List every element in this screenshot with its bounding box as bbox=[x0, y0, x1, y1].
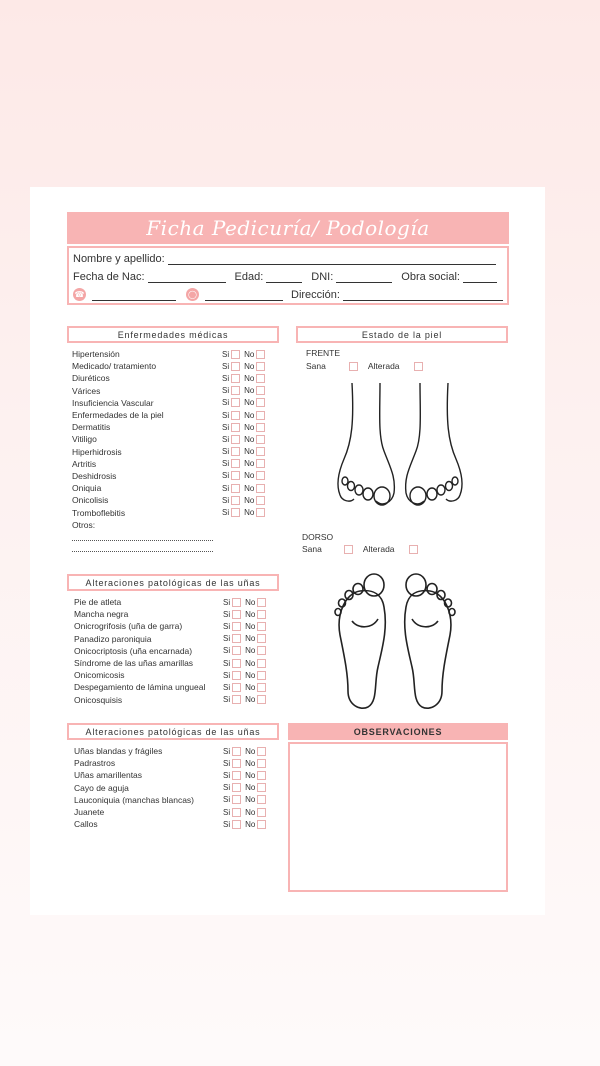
form-title: Ficha Pedicuría/ Podología bbox=[146, 216, 430, 240]
no-label: No bbox=[244, 447, 255, 457]
medical-row bbox=[72, 348, 272, 360]
yes-checkbox[interactable] bbox=[231, 484, 240, 493]
nails1-row bbox=[74, 633, 274, 645]
no-label: No bbox=[245, 621, 256, 631]
yes-checkbox[interactable] bbox=[232, 646, 241, 655]
medical-yes-no bbox=[222, 423, 267, 432]
insurance-field[interactable] bbox=[463, 273, 497, 283]
no-checkbox[interactable] bbox=[256, 374, 265, 383]
nails1-row bbox=[74, 620, 274, 632]
nails1-yes-no bbox=[223, 646, 268, 655]
yes-checkbox[interactable] bbox=[231, 435, 240, 444]
nails1-label: Síndrome de las uñas amarillas bbox=[74, 658, 194, 669]
dob-field[interactable] bbox=[148, 273, 226, 283]
nails1-yes-no bbox=[223, 659, 268, 668]
yes-label: Si bbox=[222, 398, 230, 408]
nails1-label: Onicrogrifosis (uña de garra) bbox=[74, 621, 183, 632]
nails1-label: Mancha negra bbox=[74, 609, 129, 620]
nails2-label: Juanete bbox=[74, 807, 105, 818]
no-checkbox[interactable] bbox=[257, 795, 266, 804]
yes-label: Si bbox=[223, 819, 231, 829]
others-label: Otros: bbox=[72, 520, 96, 531]
yes-label: Si bbox=[223, 783, 231, 793]
front-healthy-label: Sana bbox=[306, 361, 326, 371]
no-checkbox[interactable] bbox=[257, 695, 266, 704]
no-label: No bbox=[244, 422, 255, 432]
yes-checkbox[interactable] bbox=[232, 598, 241, 607]
nails2-label: Cayo de aguja bbox=[74, 782, 129, 793]
medical-row bbox=[72, 470, 272, 482]
nails1-list bbox=[74, 596, 274, 706]
medical-row bbox=[72, 409, 272, 421]
phone-icon: ☎ bbox=[74, 290, 85, 299]
medical-row bbox=[72, 506, 272, 518]
nails2-row bbox=[74, 806, 274, 818]
dob-label: Fecha de Nac: bbox=[73, 271, 145, 283]
yes-label: Si bbox=[222, 434, 230, 444]
nails2-yes-no bbox=[223, 795, 268, 804]
dob-row bbox=[73, 271, 497, 283]
no-checkbox[interactable] bbox=[257, 808, 266, 817]
no-label: No bbox=[245, 670, 256, 680]
nails1-label: Panadizo paroniquia bbox=[74, 633, 152, 644]
nails1-row bbox=[74, 657, 274, 669]
medical-label: Várices bbox=[72, 385, 101, 396]
nails2-yes-no bbox=[223, 820, 268, 829]
yes-label: Si bbox=[223, 597, 231, 607]
no-checkbox[interactable] bbox=[256, 423, 265, 432]
no-label: No bbox=[244, 459, 255, 469]
medical-yes-no bbox=[222, 374, 267, 383]
no-checkbox[interactable] bbox=[256, 484, 265, 493]
observations-box[interactable] bbox=[288, 742, 508, 892]
name-label: Nombre y apellido: bbox=[73, 253, 165, 265]
yes-checkbox[interactable] bbox=[232, 683, 241, 692]
no-label: No bbox=[245, 758, 256, 768]
no-label: No bbox=[244, 483, 255, 493]
no-label: No bbox=[244, 386, 255, 396]
yes-label: Si bbox=[222, 422, 230, 432]
name-row bbox=[73, 253, 502, 265]
medical-row bbox=[72, 482, 272, 494]
nails1-header-label: Alteraciones patológicas de las uñas bbox=[85, 577, 261, 588]
yes-label: Si bbox=[222, 447, 230, 457]
address-field[interactable] bbox=[343, 291, 503, 301]
nails1-row bbox=[74, 681, 274, 693]
no-label: No bbox=[244, 373, 255, 383]
back-altered-checkbox[interactable] bbox=[409, 545, 418, 554]
medical-row bbox=[72, 397, 272, 409]
yes-label: Si bbox=[223, 658, 231, 668]
no-checkbox[interactable] bbox=[256, 459, 265, 468]
no-checkbox[interactable] bbox=[257, 659, 266, 668]
no-label: No bbox=[245, 658, 256, 668]
front-label: FRENTE bbox=[306, 348, 340, 358]
medical-label: Tromboflebitis bbox=[72, 507, 126, 518]
no-checkbox[interactable] bbox=[257, 671, 266, 680]
medical-header-label: Enfermedades médicas bbox=[117, 329, 229, 340]
no-checkbox[interactable] bbox=[256, 471, 265, 480]
nails2-label: Uñas amarillentas bbox=[74, 770, 143, 781]
yes-checkbox[interactable] bbox=[232, 820, 241, 829]
yes-checkbox[interactable] bbox=[231, 459, 240, 468]
medical-label: Enfermedades de la piel bbox=[72, 410, 164, 421]
instagram-field[interactable] bbox=[205, 291, 283, 301]
yes-checkbox[interactable] bbox=[232, 610, 241, 619]
medical-row bbox=[72, 360, 272, 372]
observations-header bbox=[288, 723, 508, 740]
yes-checkbox[interactable] bbox=[232, 795, 241, 804]
yes-label: Si bbox=[222, 349, 230, 359]
yes-label: Si bbox=[223, 670, 231, 680]
name-field[interactable] bbox=[168, 255, 496, 265]
back-label: DORSO bbox=[302, 532, 334, 542]
no-checkbox[interactable] bbox=[257, 759, 266, 768]
medical-yes-no bbox=[222, 411, 267, 420]
nails2-label: Padrastros bbox=[74, 758, 116, 769]
nails1-label: Despegamiento de lámina ungueal bbox=[74, 682, 206, 693]
nails2-yes-no bbox=[223, 783, 268, 792]
yes-label: Si bbox=[222, 508, 230, 518]
no-label: No bbox=[245, 646, 256, 656]
no-label: No bbox=[244, 495, 255, 505]
no-label: No bbox=[245, 597, 256, 607]
no-checkbox[interactable] bbox=[257, 598, 266, 607]
yes-label: Si bbox=[222, 471, 230, 481]
yes-checkbox[interactable] bbox=[232, 808, 241, 817]
age-field[interactable] bbox=[266, 273, 302, 283]
yes-label: Si bbox=[222, 386, 230, 396]
medical-yes-no bbox=[222, 471, 267, 480]
front-healthy-checkbox[interactable] bbox=[349, 362, 358, 371]
nails2-row bbox=[74, 782, 274, 794]
dni-label: DNI: bbox=[311, 271, 334, 283]
medical-row bbox=[72, 446, 272, 458]
dni-field[interactable] bbox=[336, 273, 392, 283]
yes-checkbox[interactable] bbox=[232, 622, 241, 631]
yes-checkbox[interactable] bbox=[231, 386, 240, 395]
nails2-row bbox=[74, 818, 274, 830]
yes-checkbox[interactable] bbox=[232, 783, 241, 792]
no-label: No bbox=[244, 398, 255, 408]
yes-label: Si bbox=[223, 646, 231, 656]
no-checkbox[interactable] bbox=[256, 350, 265, 359]
no-checkbox[interactable] bbox=[257, 771, 266, 780]
medical-row bbox=[72, 372, 272, 384]
medical-yes-no bbox=[222, 398, 267, 407]
no-label: No bbox=[244, 434, 255, 444]
medical-yes-no bbox=[222, 435, 267, 444]
nails1-row bbox=[74, 645, 274, 657]
phone-field[interactable] bbox=[92, 291, 176, 301]
yes-label: Si bbox=[223, 695, 231, 705]
nails2-label: Lauconiquia (manchas blancas) bbox=[74, 794, 195, 805]
yes-checkbox[interactable] bbox=[231, 496, 240, 505]
address-label: Dirección: bbox=[291, 289, 340, 301]
no-checkbox[interactable] bbox=[257, 747, 266, 756]
yes-checkbox[interactable] bbox=[232, 659, 241, 668]
others-line-1[interactable] bbox=[72, 533, 213, 541]
nails2-list bbox=[74, 745, 274, 830]
yes-label: Si bbox=[223, 795, 231, 805]
nails2-row bbox=[74, 794, 274, 806]
nails2-label: Uñas blandas y frágiles bbox=[74, 746, 163, 757]
medical-row bbox=[72, 433, 272, 445]
back-healthy-label: Sana bbox=[302, 544, 322, 554]
nails2-row bbox=[74, 745, 274, 757]
observations-header-label: OBSERVACIONES bbox=[353, 726, 443, 737]
back-altered-label: Alterada bbox=[362, 544, 395, 554]
no-checkbox[interactable] bbox=[256, 398, 265, 407]
no-checkbox[interactable] bbox=[256, 496, 265, 505]
yes-checkbox[interactable] bbox=[231, 398, 240, 407]
skin-header-label: Estado de la piel bbox=[361, 329, 443, 340]
form-sheet bbox=[30, 187, 545, 915]
yes-label: Si bbox=[222, 459, 230, 469]
age-label: Edad: bbox=[234, 271, 264, 283]
nails1-yes-no bbox=[223, 695, 268, 704]
medical-label: Hiperhidrosis bbox=[72, 446, 122, 457]
medical-label: Artritis bbox=[72, 458, 97, 469]
nails1-yes-no bbox=[223, 598, 268, 607]
yes-checkbox[interactable] bbox=[231, 362, 240, 371]
no-label: No bbox=[245, 682, 256, 692]
insurance-label: Obra social: bbox=[401, 271, 460, 283]
medical-list bbox=[72, 348, 272, 519]
front-options bbox=[306, 361, 425, 371]
no-checkbox[interactable] bbox=[256, 447, 265, 456]
nails1-yes-no bbox=[223, 622, 268, 631]
yes-label: Si bbox=[223, 758, 231, 768]
nails1-label: Onicocriptosis (uña encarnada) bbox=[74, 645, 193, 656]
yes-label: Si bbox=[222, 495, 230, 505]
yes-label: Si bbox=[223, 770, 231, 780]
no-checkbox[interactable] bbox=[257, 820, 266, 829]
others-line-2[interactable] bbox=[72, 544, 213, 552]
nails1-yes-no bbox=[223, 634, 268, 643]
medical-row bbox=[72, 385, 272, 397]
yes-label: Si bbox=[222, 483, 230, 493]
yes-checkbox[interactable] bbox=[231, 508, 240, 517]
no-label: No bbox=[244, 471, 255, 481]
skin-header bbox=[296, 326, 508, 343]
medical-label: Insuficiencia Vascular bbox=[72, 397, 154, 408]
medical-header bbox=[67, 326, 279, 343]
nails1-row bbox=[74, 694, 274, 706]
nails2-yes-no bbox=[223, 808, 268, 817]
nails1-label: Onicosquisis bbox=[74, 694, 123, 705]
no-checkbox[interactable] bbox=[256, 362, 265, 371]
yes-checkbox[interactable] bbox=[231, 374, 240, 383]
medical-yes-no bbox=[222, 459, 267, 468]
yes-label: Si bbox=[222, 361, 230, 371]
yes-checkbox[interactable] bbox=[232, 671, 241, 680]
title-banner bbox=[67, 212, 509, 244]
no-label: No bbox=[245, 795, 256, 805]
medical-label: Vitiligo bbox=[72, 434, 97, 445]
medical-yes-no bbox=[222, 496, 267, 505]
yes-checkbox[interactable] bbox=[232, 759, 241, 768]
nails2-yes-no bbox=[223, 747, 268, 756]
yes-checkbox[interactable] bbox=[231, 350, 240, 359]
nails1-yes-no bbox=[223, 671, 268, 680]
no-checkbox[interactable] bbox=[256, 411, 265, 420]
no-checkbox[interactable] bbox=[257, 646, 266, 655]
nails1-row bbox=[74, 608, 274, 620]
nails1-yes-no bbox=[223, 683, 268, 692]
medical-yes-no bbox=[222, 386, 267, 395]
medical-row bbox=[72, 458, 272, 470]
instagram-icon: ◯ bbox=[186, 288, 199, 301]
yes-checkbox[interactable] bbox=[232, 771, 241, 780]
yes-label: Si bbox=[222, 373, 230, 383]
front-altered-checkbox[interactable] bbox=[414, 362, 423, 371]
nails1-row bbox=[74, 596, 274, 608]
no-label: No bbox=[245, 770, 256, 780]
patient-info-box bbox=[67, 246, 509, 305]
nails1-row bbox=[74, 669, 274, 681]
back-healthy-checkbox[interactable] bbox=[344, 545, 353, 554]
medical-yes-no bbox=[222, 508, 267, 517]
back-options bbox=[302, 544, 420, 554]
no-label: No bbox=[244, 410, 255, 420]
no-label: No bbox=[244, 349, 255, 359]
nails2-header-label: Alteraciones patológicas de las uñas bbox=[85, 726, 261, 737]
no-checkbox[interactable] bbox=[257, 622, 266, 631]
no-label: No bbox=[244, 361, 255, 371]
medical-label: Oniquia bbox=[72, 483, 102, 494]
medical-yes-no bbox=[222, 484, 267, 493]
no-checkbox[interactable] bbox=[257, 683, 266, 692]
nails2-yes-no bbox=[223, 771, 268, 780]
no-label: No bbox=[244, 508, 255, 518]
yes-checkbox[interactable] bbox=[232, 695, 241, 704]
no-checkbox[interactable] bbox=[256, 508, 265, 517]
medical-label: Hipertensión bbox=[72, 349, 120, 360]
no-label: No bbox=[245, 819, 256, 829]
yes-checkbox[interactable] bbox=[231, 447, 240, 456]
feet-front-illustration bbox=[330, 381, 470, 517]
medical-label: Onicolisis bbox=[72, 495, 109, 506]
yes-label: Si bbox=[222, 410, 230, 420]
nails2-row bbox=[74, 769, 274, 781]
yes-checkbox[interactable] bbox=[231, 471, 240, 480]
yes-checkbox[interactable] bbox=[232, 634, 241, 643]
medical-row bbox=[72, 494, 272, 506]
yes-label: Si bbox=[223, 807, 231, 817]
yes-checkbox[interactable] bbox=[231, 411, 240, 420]
medical-label: Deshidrosis bbox=[72, 470, 117, 481]
medical-label: Diuréticos bbox=[72, 373, 110, 384]
nails1-label: Onicomicosis bbox=[74, 670, 125, 681]
no-label: No bbox=[245, 807, 256, 817]
nails2-label: Callos bbox=[74, 819, 98, 830]
yes-label: Si bbox=[223, 634, 231, 644]
nails2-yes-no bbox=[223, 759, 268, 768]
front-altered-label: Alterada bbox=[367, 361, 400, 371]
yes-label: Si bbox=[223, 746, 231, 756]
medical-others bbox=[72, 519, 272, 552]
no-label: No bbox=[245, 609, 256, 619]
no-label: No bbox=[245, 746, 256, 756]
medical-yes-no bbox=[222, 362, 267, 371]
medical-label: Medicado/ tratamiento bbox=[72, 361, 157, 372]
no-label: No bbox=[245, 634, 256, 644]
nails1-header bbox=[67, 574, 279, 591]
feet-sole-illustration bbox=[332, 573, 458, 713]
yes-label: Si bbox=[223, 682, 231, 692]
no-checkbox[interactable] bbox=[256, 386, 265, 395]
yes-checkbox[interactable] bbox=[231, 423, 240, 432]
no-checkbox[interactable] bbox=[257, 610, 266, 619]
contact-row bbox=[73, 288, 503, 301]
no-checkbox[interactable] bbox=[257, 634, 266, 643]
yes-checkbox[interactable] bbox=[232, 747, 241, 756]
no-label: No bbox=[245, 783, 256, 793]
medical-label: Dermatitis bbox=[72, 422, 111, 433]
nails1-yes-no bbox=[223, 610, 268, 619]
no-label: No bbox=[245, 695, 256, 705]
yes-label: Si bbox=[223, 609, 231, 619]
medical-yes-no bbox=[222, 447, 267, 456]
no-checkbox[interactable] bbox=[257, 783, 266, 792]
medical-yes-no bbox=[222, 350, 267, 359]
nails2-header bbox=[67, 723, 279, 740]
nails2-row bbox=[74, 757, 274, 769]
medical-row bbox=[72, 421, 272, 433]
yes-label: Si bbox=[223, 621, 231, 631]
nails1-label: Pie de atleta bbox=[74, 597, 122, 608]
no-checkbox[interactable] bbox=[256, 435, 265, 444]
